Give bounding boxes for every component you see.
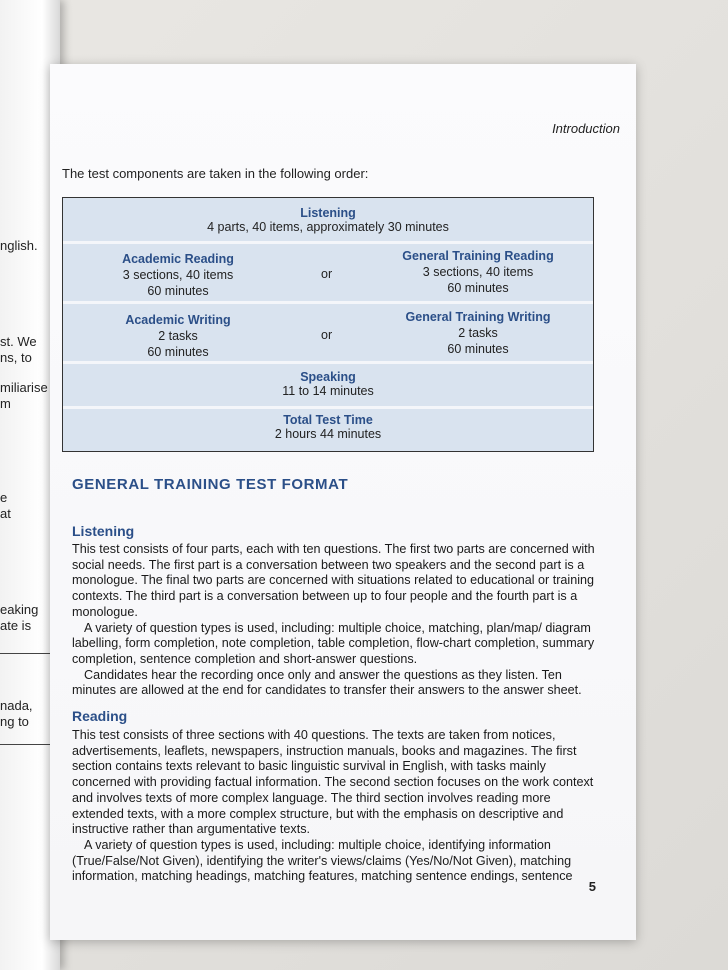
general-writing-title: General Training Writing (405, 310, 551, 324)
row-separator (63, 406, 593, 409)
academic-writing-line1: 2 tasks (158, 329, 198, 343)
left-page-fragment: e (0, 490, 8, 505)
listening-text (72, 542, 596, 699)
academic-reading-cell (103, 251, 253, 299)
listening-paragraph: This test consists of four parts, each with ten questions. The first two parts are concerned with social needs. The first part is a conversation between two speakers and the second part is a monologue. The final two parts are concerned with situations related to educational or training contexts. The third part is a conversation between up to four people and the fourth part is a monologue. (72, 542, 595, 619)
academic-writing-cell (103, 312, 253, 360)
speaking-row (63, 370, 593, 398)
total-row (63, 413, 593, 441)
reading-paragraph: This test consists of three sections with 40 questions. The texts are taken from notices, advertisements, leaflets, newspapers, instruction manuals, books and magazines. The first section contains texts relevant to basic linguistic survival in English, with tasks mainly concerned with providing factual information. The second section focuses on the work context and involves texts of more complex language. The third section involves reading more extended texts, with a more complex structure, but with the emphasis on descriptive and instructive rather than argumentative texts. (72, 728, 594, 837)
general-reading-title: General Training Reading (402, 249, 554, 263)
listening-row (63, 206, 593, 234)
left-page-fragment: st. We (0, 334, 37, 349)
left-page-fragment: ng to (0, 714, 29, 729)
section-title: GENERAL TRAINING TEST FORMAT (72, 476, 349, 493)
left-page-fragment: nglish. (0, 238, 38, 253)
speaking-title: Speaking (300, 370, 356, 384)
general-reading-line1: 3 sections, 40 items (422, 265, 534, 279)
left-page-fragment: nada, (0, 698, 33, 713)
row-separator (63, 361, 593, 364)
academic-reading-title: Academic Reading (122, 252, 234, 266)
total-title: Total Test Time (283, 413, 373, 427)
academic-reading-line1: 3 sections, 40 items (122, 268, 234, 282)
left-page-fragment: ate is (0, 618, 32, 633)
general-writing-line1: 2 tasks (458, 326, 498, 340)
general-writing-line2: 60 minutes (447, 342, 509, 356)
left-page-fragment: ns, to (0, 350, 32, 365)
book-page (50, 64, 636, 940)
academic-reading-line2: 60 minutes (147, 284, 209, 298)
general-reading-line2: 60 minutes (447, 281, 509, 295)
listening-title: Listening (300, 206, 356, 220)
speaking-detail: 11 to 14 minutes (282, 384, 374, 398)
left-page-fragment: m (0, 396, 11, 411)
intro-text: The test components are taken in the following order: (62, 166, 369, 181)
row-separator (63, 241, 593, 244)
left-page-fragment: miliarise (0, 380, 48, 395)
general-writing-cell (388, 309, 568, 357)
test-components-table (62, 197, 594, 452)
listening-detail: 4 parts, 40 items, approximately 30 minutes (207, 220, 449, 234)
reading-paragraph: A variety of question types is used, including: multiple choice, identifying information (True/False/Not Given), identifying the writer's views/claims (Yes/No/Not Given), matching information, matching headings, matching features, matching sentence endings, sentence (72, 837, 573, 884)
left-page-fragment: eaking (0, 602, 39, 617)
listening-heading: Listening (72, 523, 135, 539)
listening-paragraph: A variety of question types is used, including: multiple choice, matching, plan/map/ diagram labelling, form completion, note completion, table completion, flow-chart completion, summary completion, sentence completion and short-answer questions. (72, 620, 595, 666)
listening-paragraph: Candidates hear the recording once only and answer the questions as they listen. Ten minutes are allowed at the end for candidates to transfer their answers to the answer sheet. (72, 667, 582, 698)
row-separator (63, 301, 593, 304)
running-head: Introduction (552, 121, 620, 136)
general-reading-cell (388, 248, 568, 296)
reading-text (72, 728, 596, 885)
total-detail: 2 hours 44 minutes (274, 427, 382, 441)
writing-or: or (321, 328, 333, 342)
reading-or: or (321, 267, 333, 281)
page-number: 5 (588, 879, 596, 894)
academic-writing-line2: 60 minutes (147, 345, 209, 359)
reading-heading: Reading (72, 708, 128, 724)
academic-writing-title: Academic Writing (125, 313, 231, 327)
left-page-fragment: at (0, 506, 11, 521)
